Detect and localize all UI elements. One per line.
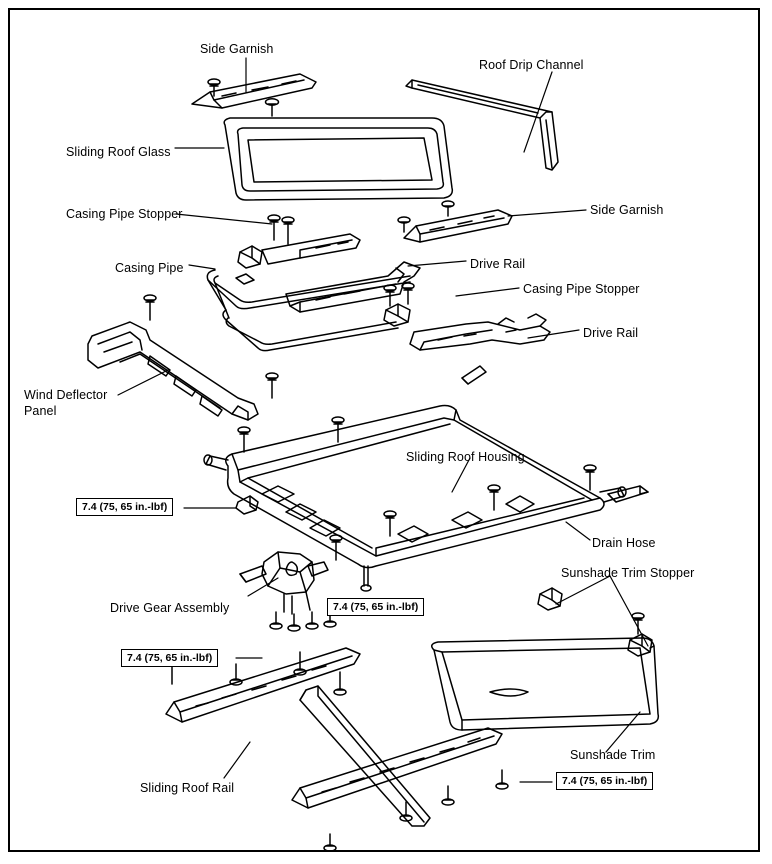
- label-drive-rail-upper: Drive Rail: [470, 257, 526, 271]
- label-wind-deflector-panel-line2: Panel: [24, 404, 57, 418]
- label-roof-drip-channel: Roof Drip Channel: [479, 58, 584, 72]
- label-wind-deflector-panel-line1: Wind Deflector: [24, 388, 108, 402]
- part-sliding-roof-housing: [204, 406, 626, 592]
- part-drive-rail-lower: [410, 314, 550, 350]
- bolt-casing-pipe-stopper-left-a: [268, 215, 280, 240]
- label-sliding-roof-housing: Sliding Roof Housing: [406, 450, 525, 464]
- part-cross-rail: [300, 686, 430, 826]
- bolt-rail-g: [442, 786, 454, 805]
- bolt-group-side-garnish-right: [398, 201, 454, 232]
- bolt-casing-pipe-stopper-right-b: [402, 283, 414, 304]
- part-roof-drip-channel: [406, 80, 558, 170]
- part-drain-hose: [608, 486, 648, 502]
- bolt-rail-e: [324, 834, 336, 851]
- leader-lines: [118, 58, 648, 778]
- torque-callout-rail-right: 7.4 (75, 65 in.-lbf): [556, 772, 653, 790]
- part-wind-deflector-panel: [88, 322, 258, 420]
- bolt-rail-h: [496, 770, 508, 789]
- torque-callout-drive-gear: 7.4 (75, 65 in.-lbf): [327, 598, 424, 616]
- label-drive-gear-assembly: Drive Gear Assembly: [110, 601, 230, 615]
- label-casing-pipe-stopper-left: Casing Pipe Stopper: [66, 207, 183, 221]
- label-drive-rail-lower: Drive Rail: [583, 326, 639, 340]
- part-side-garnish-right: [404, 210, 512, 242]
- bolt-rail-d: [334, 672, 346, 695]
- label-sunshade-trim-stopper: Sunshade Trim Stopper: [561, 566, 695, 580]
- part-casing-pipe-stopper-left: [238, 246, 262, 268]
- bolt-housing-b: [238, 427, 250, 452]
- part-sunshade-trim-stopper-a: [538, 588, 562, 610]
- bolt-housing-center-lower: [330, 535, 342, 560]
- part-casing-pipe-stopper-right: [384, 304, 410, 326]
- bolt-drive-gear-b: [288, 614, 300, 631]
- label-sliding-roof-rail: Sliding Roof Rail: [140, 781, 235, 795]
- label-side-garnish-upper: Side Garnish: [200, 42, 274, 56]
- bolt-housing-e: [384, 511, 396, 536]
- bolt-wind-deflector-b: [266, 373, 278, 398]
- bolt-sunshade-stopper: [632, 613, 644, 634]
- part-drive-rail-upper: [262, 234, 360, 264]
- bolt-casing-pipe-stopper-left-b: [282, 217, 294, 244]
- label-casing-pipe-stopper-right: Casing Pipe Stopper: [523, 282, 640, 296]
- torque-callout-housing-left: 7.4 (75, 65 in.-lbf): [76, 498, 173, 516]
- part-pin-upper: [462, 366, 486, 384]
- part-sliding-roof-glass: [224, 118, 452, 200]
- bolt-housing-c: [584, 465, 596, 490]
- torque-callout-rail-left: 7.4 (75, 65 in.-lbf): [121, 649, 218, 667]
- part-sliding-roof-rail-right: [292, 728, 502, 808]
- label-drain-hose: Drain Hose: [592, 536, 656, 550]
- bolt-housing-a: [332, 417, 344, 442]
- part-sunshade-trim: [432, 638, 659, 730]
- label-sunshade-trim: Sunshade Trim: [570, 748, 656, 762]
- bolt-drive-gear-c: [306, 612, 318, 629]
- label-side-garnish-right: Side Garnish: [590, 203, 664, 217]
- bolt-drive-gear-a: [270, 612, 282, 629]
- bolt-housing-d: [488, 485, 500, 510]
- part-drive-gear-assembly: [240, 552, 328, 614]
- label-sliding-roof-glass: Sliding Roof Glass: [66, 145, 171, 159]
- bolt-wind-deflector-a: [144, 295, 156, 320]
- label-casing-pipe: Casing Pipe: [115, 261, 184, 275]
- torque-leaders: [184, 508, 552, 782]
